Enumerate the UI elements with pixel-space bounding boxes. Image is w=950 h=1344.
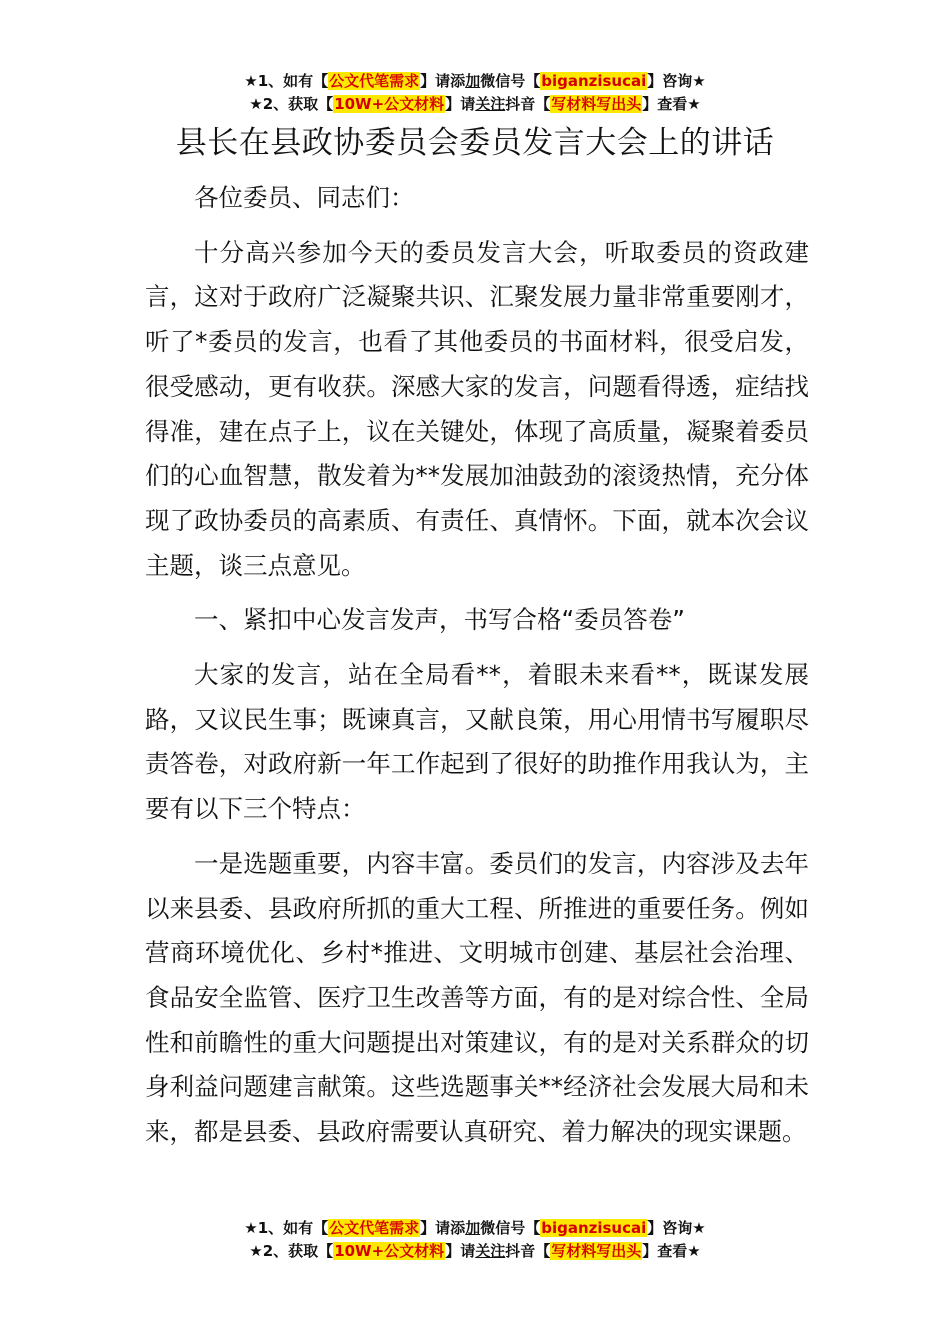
ad-wechat-id: biganzisucai <box>541 72 647 90</box>
ad-text: 】请添 <box>420 72 466 90</box>
ad-text: ★2、获取【 <box>249 1242 334 1260</box>
paragraph-salutation: 各位委员、同志们： <box>194 183 415 212</box>
ad-highlight: 10W+公文材料 <box>334 95 445 113</box>
footer-ad-banner <box>0 1217 950 1263</box>
footer-ad-line-1 <box>0 1217 950 1240</box>
paragraph-point-1: 一是选题重要，内容丰富。委员们的发言，内容涉及去年以来县委、县政府所抓的重大工程、所推进的重要任务。例如营商环境优化、乡村*推进、文明城市创建、基层社会治理、食品安全监管、医疗卫生改善等方面，有的是对综合性、全局性和前瞻性的重大问题提出对策建议，有的是对关系群众的切身利益问题建言献策。这些选题事关**经济社会发展大局和未来，都是县委、县政府需要认真研究、着力解决的现实课题。 <box>145 848 809 1147</box>
paragraph-section-1: 大家的发言，站在全局看**，着眼未来看**，既谋发展路，又议民生事；既谏真言，又献良策，用心用情书写履职尽责答卷，对政府新一年工作起到了很好的助推作用我认为，主要有以下三个特点： <box>145 660 809 824</box>
ad-text: 微信号【 <box>480 72 541 90</box>
ad-text: 】咨询★ <box>647 1219 706 1237</box>
ad-text: 抖音【 <box>505 1242 551 1260</box>
footer-ad-line-2 <box>0 1240 950 1263</box>
ad-text: 】查看★ <box>642 95 701 113</box>
ad-text: 】请添 <box>420 1219 466 1237</box>
ad-underline: 关注 <box>475 1242 506 1260</box>
ad-highlight: 10W+公文材料 <box>334 1242 445 1260</box>
ad-douyin-id: 写材料写出头 <box>551 95 642 113</box>
ad-wechat-id: biganzisucai <box>541 1219 647 1237</box>
ad-text: ★1、如有【 <box>244 1219 329 1237</box>
section-heading-1: 一、紧扣中心发言发声，书写合格“委员答卷” <box>194 605 685 635</box>
ad-text: 】咨询★ <box>647 72 706 90</box>
ad-text: 】查看★ <box>642 1242 701 1260</box>
header-ad-line-2 <box>0 93 950 116</box>
document-title: 县长在县政协委员会委员发言大会上的讲话 <box>175 125 775 161</box>
ad-text: 抖音【 <box>505 95 551 113</box>
header-ad-line-1 <box>0 70 950 93</box>
ad-text: ★1、如有【 <box>244 72 329 90</box>
paragraph-intro: 十分高兴参加今天的委员发言大会，听取委员的资政建言，这对于政府广泛凝聚共识、汇聚发展力量非常重要刚才，听了*委员的发言，也看了其他委员的书面材料，很受启发，很受感动，更有收获。深感大家的发言，问题看得透，症结找得准，建在点子上，议在关键处，体现了高质量，凝聚着委员们的心血智慧，散发着为**发展加油鼓劲的滚烫热情，充分体现了政协委员的高素质、有责任、真情怀。下面，就本次会议主题，谈三点意见。 <box>145 237 809 580</box>
header-ad-banner <box>0 70 950 116</box>
ad-text: 微信号【 <box>480 1219 541 1237</box>
ad-highlight: 公文代笔需求 <box>329 72 420 90</box>
ad-text: ★2、获取【 <box>249 95 334 113</box>
ad-text: 】请 <box>445 1242 476 1260</box>
ad-underline: 加 <box>465 1219 481 1237</box>
document-body <box>145 176 809 1165</box>
ad-douyin-id: 写材料写出头 <box>551 1242 642 1260</box>
ad-text: 】请 <box>445 95 476 113</box>
ad-highlight: 公文代笔需求 <box>329 1219 420 1237</box>
ad-underline: 加 <box>465 72 481 90</box>
ad-underline: 关注 <box>475 95 506 113</box>
